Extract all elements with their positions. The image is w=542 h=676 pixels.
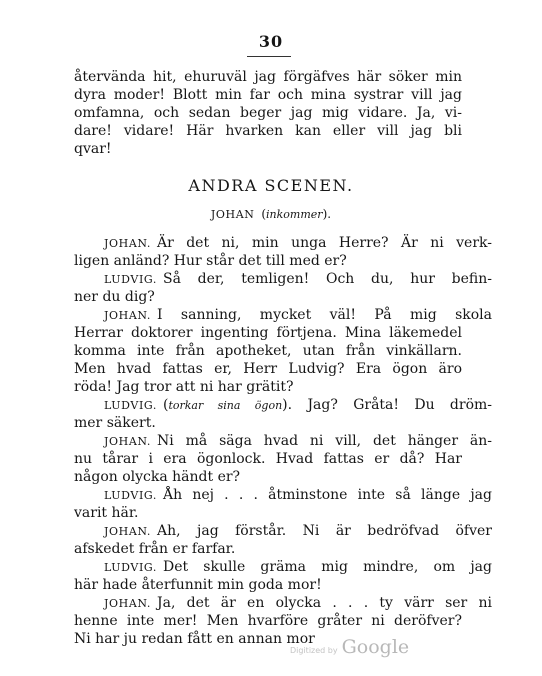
stage-direction-open: ( [162,397,169,413]
line-text: Så der, temligen! Och du, hur befin- [162,271,492,287]
dialogue-line: röda! Jag tror att ni har grätit? [74,379,294,395]
speaker-name: JOHAN. [104,309,151,322]
dialogue-line: Ni har ju redan fått en annan mor [74,631,315,647]
speaker-name: LUDVIG. [104,489,157,502]
speaker-name: JOHAN. [104,597,151,610]
dialogue-line [74,432,492,451]
line-text: Åh nej . . . åtminstone inte så länge jag [162,487,492,503]
dialogue-line [74,594,492,613]
line-text: Är det ni, min unga Herre? Är ni verk- [156,235,492,251]
scene-heading: ANDRA SCENEN. [188,176,354,195]
speaker-name: JOHAN. [104,237,151,250]
dialogue-line: afskedet från er farfar. [74,541,236,557]
speaker-name: JOHAN. [104,525,151,538]
speaker-name: LUDVIG. [104,399,157,412]
digitized-watermark [290,636,409,658]
text-line: dare! vidare! Här hvarken kan eller vill jag bli [74,123,462,139]
dialogue-line [74,270,492,289]
dialogue-line [74,234,492,253]
line-text: Det skulle gräma mig mindre, om jag [162,559,492,575]
dialogue-line: ligen anländ? Hur står det till med er? [74,253,347,269]
cast-entry [0,207,542,221]
text-line: dyra moder! Blott min far och mina systrar vill jag [74,87,462,103]
dialogue-line: mer säkert. [74,415,156,431]
dialogue-line: varit här. [74,505,139,521]
page-number-rule [247,56,291,57]
stage-direction: inkommer [266,208,323,221]
dialogue-line: henne inte mer! Men hvarföre gråter ni deröfver? [74,613,462,629]
dialogue-line: Herrar doktorer ingenting förtjena. Mina läkemedel [74,325,462,341]
speaker-name: LUDVIG. [104,561,157,574]
stage-direction-open: ( [261,207,267,221]
stage-direction-close: ). [322,207,332,221]
stage-direction-close: ). [282,397,293,413]
watermark-prefix: Digitized by [290,646,338,655]
line-text: Ah, jag förstår. Ni är bedröfvad öfver [156,523,492,539]
line-text: Jag? Gråta! Du dröm- [307,397,493,413]
dialogue-line [74,306,492,325]
google-logo: Google [341,636,410,658]
page-number: 30 [258,32,284,51]
dialogue-line: Men hvad fattas er, Herr Ludvig? Era ögon äro [74,361,462,377]
line-text: Ja, det är en olycka . . . ty värr ser ni [156,595,492,611]
dialogue-line: här hade återfunnit min goda mor! [74,577,322,593]
dialogue-line [74,486,492,505]
text-line: qvar! [74,141,112,157]
dialogue-line: nu tårar i era ögonlock. Hvad fattas er då? Har [74,451,462,467]
text-line: återvända hit, ehuruväl jag förgäfves här söker min [74,69,462,85]
dialogue-line [74,522,492,541]
line-text: I sanning, mycket väl! På mig skola [156,307,492,323]
dialogue-line: någon olycka händt er? [74,469,241,485]
line-text: Ni må säga hvad ni vill, det hänger än- [156,433,492,449]
stage-direction: torkar sina ögon [168,399,283,412]
dialogue-line: komma inte från apotheket, utan från vinkällarn. [74,343,462,359]
dialogue-line: ner du dig? [74,289,155,305]
speaker-name: JOHAN [210,208,255,221]
text-line: omfamna, och sedan beger jag mig vidare. Ja, vi- [74,105,462,121]
dialogue-line [74,558,492,577]
speaker-name: LUDVIG. [104,273,157,286]
speaker-name: JOHAN. [104,435,151,448]
dialogue-line [74,396,492,415]
